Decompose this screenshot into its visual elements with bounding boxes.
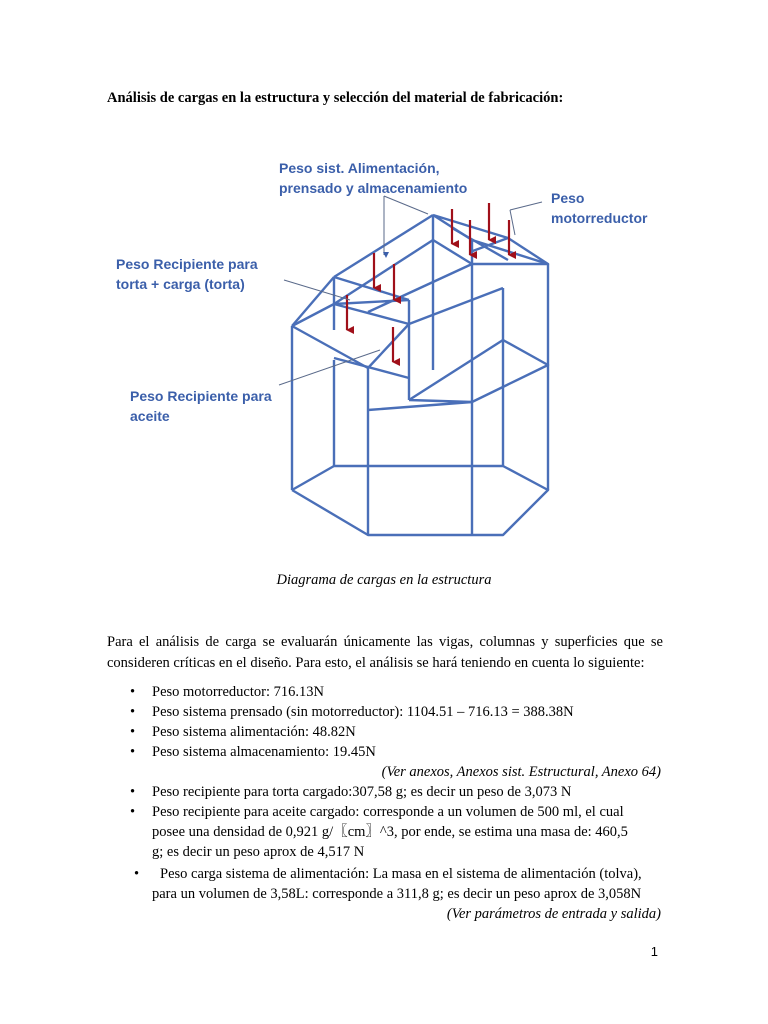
list-item-text: Peso recipiente para aceite cargado: corresponde a un volumen de 500 ml, el cual [152, 804, 624, 820]
bullet-icon: • [130, 684, 136, 700]
label-cake-container: Peso Recipiente para torta + carga (torta) [116, 256, 258, 292]
parameters-reference: (Ver parámetros de entrada y salida) [446, 906, 661, 922]
list-item [130, 722, 356, 742]
list-item-text: Peso motorreductor: 716.13N [152, 684, 324, 700]
bullet-icon: • [130, 704, 136, 720]
list-item-text: Peso sistema prensado (sin motorreductor): 1104.51 – 716.13 = 388.38N [152, 704, 574, 720]
bullet-icon: • [130, 784, 136, 800]
bullet-icon: • [130, 804, 136, 820]
bullet-icon: • [134, 866, 140, 882]
page-number: 1 [650, 944, 658, 959]
list-item [134, 864, 642, 884]
load-arrows [347, 203, 509, 362]
list-item-text: Peso carga sistema de alimentación: La masa en el sistema de alimentación (tolva), [160, 866, 642, 882]
list-item [130, 742, 376, 762]
figure-caption: Diagrama de cargas en la estructura [276, 572, 492, 588]
list-item-continuation: g; es decir un peso aprox de 4,517 N [152, 844, 365, 860]
intro-paragraph: Para el análisis de carga se evaluarán únicamente las vigas, columnas y superficies que se consideren críticas en el diseño. Para esto, el análisis se hará teniendo en cuenta lo siguiente: [107, 634, 663, 671]
list-item-text: Peso recipiente para torta cargado:307,58 g; es decir un peso de 3,073 N [152, 784, 572, 800]
frame-structure-drawing [0, 140, 768, 580]
list-item-text: Peso sistema almacenamiento: 19.45N [152, 744, 376, 760]
list-item [130, 802, 624, 822]
list-item [130, 702, 574, 722]
list-item-continuation: posee una densidad de 0,921 g/〖cm〗^3, por ende, se estima una masa de: 460,5 [152, 824, 628, 840]
list-item [130, 782, 572, 802]
list-item-continuation: para un volumen de 3,58L: corresponde a 311,8 g; es decir un peso aprox de 3,058N [152, 886, 642, 902]
label-motor-reducer: Peso motorreductor [551, 190, 648, 226]
section-heading: Análisis de cargas en la estructura y selección del material de fabricación: [107, 90, 564, 106]
bullet-icon: • [130, 744, 136, 760]
load-diagram [0, 140, 768, 580]
annex-reference: (Ver anexos, Anexos sist. Estructural, Anexo 64) [381, 764, 661, 780]
list-item [130, 682, 324, 702]
label-feed-press-storage: Peso sist. Alimentación, prensado y almacenamiento [279, 160, 468, 196]
list-item-text: Peso sistema alimentación: 48.82N [152, 724, 356, 740]
label-oil-container: Peso Recipiente para aceite [130, 388, 272, 424]
steel-frame [292, 215, 548, 535]
bullet-icon: • [130, 724, 136, 740]
